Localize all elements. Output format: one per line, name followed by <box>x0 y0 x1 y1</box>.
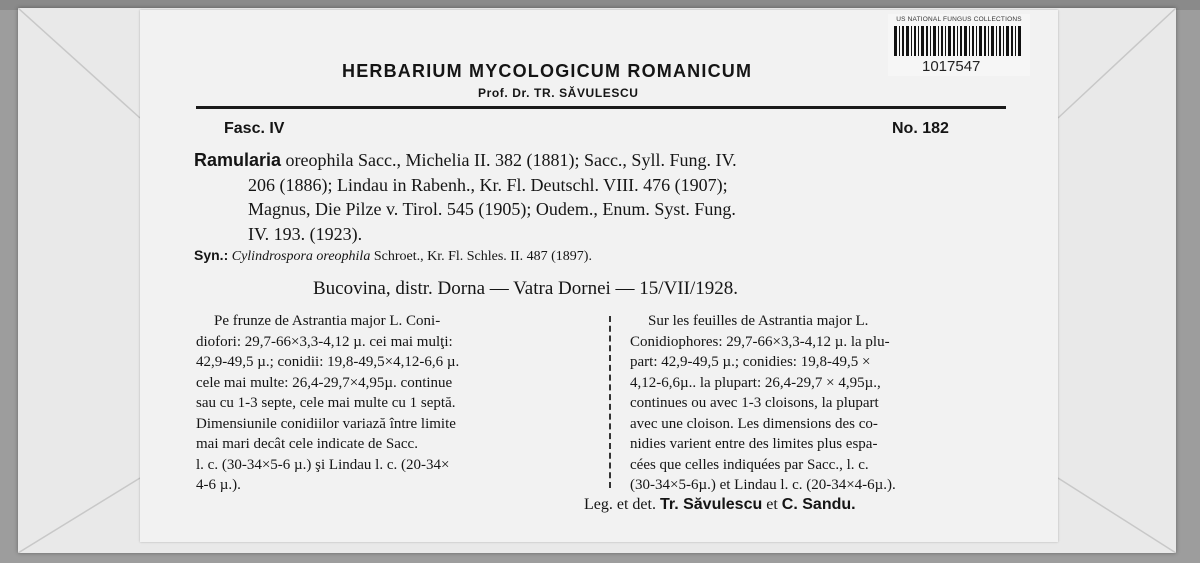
description-line: mai mari decât cele indicate de Sacc. <box>196 436 418 452</box>
description-line: Dimensiunile conidiilor variază între limite <box>196 415 456 432</box>
herbarium-curator: Prof. Dr. TR. SĂVULESCU <box>478 86 639 100</box>
description-line: Conidiophores: 29,7-66×3,3-4,12 µ. la plu- <box>630 333 890 350</box>
synonym-label: Syn.: <box>194 247 229 263</box>
synonym-line <box>194 247 592 265</box>
citation-text: oreophila Sacc., Michelia II. 382 (1881); Sacc., Syll. Fung. IV. <box>281 150 737 170</box>
collectors-line <box>584 496 856 514</box>
herbarium-title: HERBARIUM MYCOLOGICUM ROMANICUM <box>342 61 753 81</box>
description-line: 4-6 µ.). <box>196 477 241 493</box>
description-line: sau cu 1-3 septe, cele mai multe cu 1 septă. <box>196 395 456 411</box>
genus-name: Ramularia <box>194 150 282 170</box>
catalog-number: 1017547 <box>922 58 981 75</box>
specimen-number: No. 182 <box>892 120 949 137</box>
synonym-name: Cylindrospora oreophila <box>231 249 371 264</box>
fascicle-label: Fasc. IV <box>224 120 285 137</box>
barcode-image <box>894 26 1024 56</box>
citation-line: IV. 193. (1923). <box>248 223 363 244</box>
barcode-label <box>888 14 1030 76</box>
description-line: Pe frunze de Astrantia major L. Coni- <box>214 313 441 329</box>
french-description <box>630 311 896 496</box>
collector-name: C. Sandu. <box>781 496 856 513</box>
citation-line: 206 (1886); Lindau in Rabenh., Kr. Fl. Deutschl. VIII. 476 (1907); <box>248 174 728 195</box>
collector-name: Tr. Săvulescu <box>659 496 763 513</box>
description-line: (30-34×5-6µ.) et Lindau l. c. (20-34×4-6µ.). <box>630 477 896 493</box>
description-line: l. c. (30-34×5-6 µ.) şi Lindau l. c. (20-34× <box>196 456 450 473</box>
citation-line <box>194 148 1014 173</box>
barcode-caption: US NATIONAL FUNGUS COLLECTIONS <box>896 16 1022 23</box>
description-line: Sur les feuilles de Astrantia major L. <box>648 313 869 329</box>
description-line: diofori: 29,7-66×3,3-4,12 µ. cei mai mulţi: <box>196 333 453 350</box>
locality-date: Bucovina, distr. Dorna — Vatra Dornei — 15/VII/1928. <box>313 278 738 299</box>
description-line: cele mai multe: 26,4-29,7×4,95µ. continue <box>196 374 453 391</box>
description-line: 42,9-49,5 µ.; conidii: 19,8-49,5×4,12-6,6 µ. <box>196 354 460 370</box>
column-divider <box>609 316 611 488</box>
romanian-description <box>196 311 459 496</box>
description-line: cées que celles indiquées par Sacc., l. c. <box>630 456 869 473</box>
description-line: part: 42,9-49,5 µ.; conidies: 19,8-49,5 × <box>630 354 871 370</box>
collectors-joiner: et <box>762 496 782 513</box>
header-rule <box>196 106 1006 109</box>
description-line: continues ou avec 1-3 cloisons, la plupart <box>630 395 879 411</box>
citation-line: Magnus, Die Pilze v. Tirol. 545 (1905); Oudem., Enum. Syst. Fung. <box>248 199 736 219</box>
species-citation <box>194 148 1014 246</box>
synonym-citation: Schroet., Kr. Fl. Schles. II. 487 (1897). <box>370 249 592 264</box>
description-line: avec une cloison. Les dimensions des co- <box>630 415 878 432</box>
collectors-prefix: Leg. et det. <box>584 496 660 513</box>
description-line: 4,12-6,6µ.. la plupart: 26,4-29,7 × 4,95µ., <box>630 374 881 391</box>
description-line: nidies varient entre des limites plus espa- <box>630 436 878 452</box>
